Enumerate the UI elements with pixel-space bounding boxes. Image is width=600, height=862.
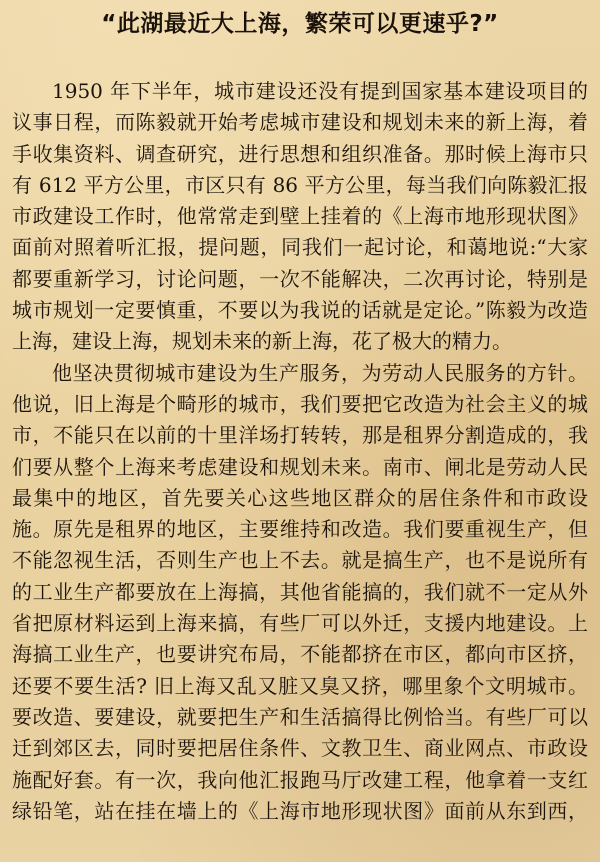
text-line: 海搞工业生产，也要讲究布局，不能都挤在市区，都向市区挤， bbox=[12, 642, 588, 667]
text-line: 都要重新学习，讨论问题，一次不能解决，二次再讨论，特别是 bbox=[12, 266, 588, 291]
text-line: 有 612 平方公里，市区只有 86 平方公里，每当我们向陈毅汇报 bbox=[12, 172, 588, 197]
text-line: 施配好套。有一次，我向他汇报跑马厅改建工程，他拿着一支红 bbox=[12, 767, 588, 792]
paragraph bbox=[12, 76, 588, 358]
text-line: 他坚决贯彻城市建设为生产服务，为劳动人民服务的方针。 bbox=[52, 360, 588, 385]
text-line: 还要不要生活? 旧上海又乱又脏又臭又挤，哪里象个文明城市。 bbox=[12, 673, 588, 698]
text-line: 们要从整个上海来考虑建设和规划未来。南市、闸北是劳动人民 bbox=[12, 454, 588, 479]
text-line: 城市规划一定要慎重，不要以为我说的话就是定论。”陈毅为改造 bbox=[12, 298, 588, 323]
article-title: “此湖最近大上海，繁荣可以更速乎?” bbox=[101, 11, 499, 37]
text-line: 面前对照着听汇报，提问题，同我们一起讨论，和蔼地说:“大家 bbox=[12, 235, 588, 260]
text-line: 不能忽视生活，否则生产也上不去。就是搞生产，也不是说所有 bbox=[12, 548, 588, 573]
text-line: 手收集资料、调查研究，进行思想和组织准备。那时候上海市只 bbox=[12, 141, 588, 166]
text-line: 市政建设工作时，他常常走到壁上挂着的《上海市地形现状图》 bbox=[12, 204, 588, 229]
paragraph bbox=[12, 358, 588, 827]
text-line: 要改造、要建设，就要把生产和生活搞得比例恰当。有些厂可以 bbox=[12, 704, 588, 729]
text-line: 他说，旧上海是个畸形的城市，我们要把它改造为社会主义的城 bbox=[12, 391, 588, 416]
text-line: 的工业生产都要放在上海搞，其他省能搞的，我们就不一定从外 bbox=[12, 579, 588, 604]
text-line: 1950 年下半年，城市建设还没有提到国家基本建设项目的 bbox=[52, 79, 588, 103]
text-line: 绿铅笔，站在挂在墙上的《上海市地形现状图》面前从东到西， bbox=[12, 798, 588, 823]
text-line: 施。原先是租界的地区，主要维持和改造。我们要重视生产，但 bbox=[12, 517, 588, 542]
text-line: 迁到郊区去，同时要把居住条件、文教卫生、商业网点、市政设 bbox=[12, 736, 588, 761]
text-line: 省把原材料运到上海来搞，有些厂可以外迁，支援内地建设。上 bbox=[12, 611, 588, 636]
text-line: 议事日程，而陈毅就开始考虑城市建设和规划未来的新上海，着 bbox=[12, 110, 588, 135]
article-body bbox=[12, 76, 588, 827]
text-line: 最集中的地区，首先要关心这些地区群众的居住条件和市政设 bbox=[12, 485, 588, 510]
text-line: 市，不能只在以前的十里洋场打转转，那是租界分割造成的，我 bbox=[12, 423, 588, 448]
text-line: 上海，建设上海，规划未来的新上海，花了极大的精力。 bbox=[12, 329, 512, 354]
